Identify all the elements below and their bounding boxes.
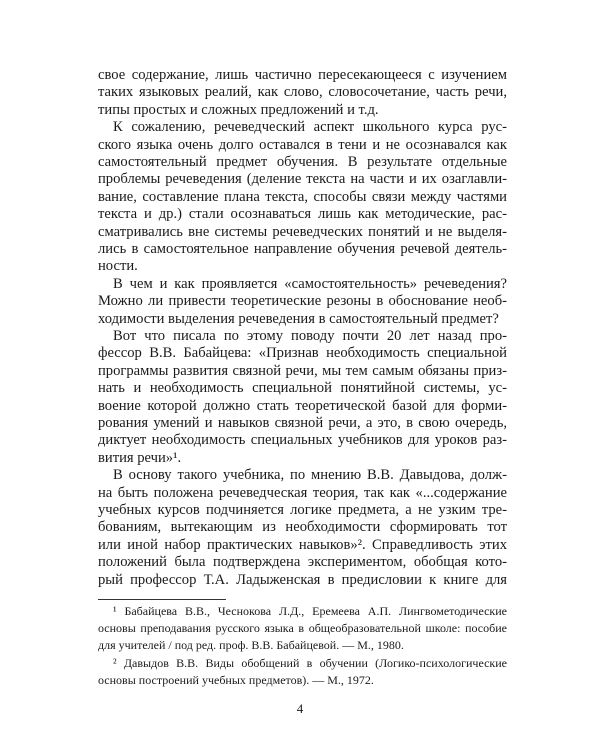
footnote-line: для учителей / под ред. проф. В.В. Бабайцевой. — М., 1980.: [98, 638, 404, 652]
body-line: вание, составление плана текста, способы связи между частями: [98, 188, 507, 205]
body-line: ности.: [98, 258, 138, 275]
body-line: К сожалению, речеведческий аспект школьного курса рус-: [113, 119, 507, 136]
body-line: на быть положена речеведческая теория, так как «...содержание: [98, 484, 507, 501]
body-line: ходимости выделения речеведения в самостоятельный предмет?: [98, 310, 499, 327]
page-number: 4: [296, 701, 304, 716]
body-line: таких языковых реалий, как слово, словосочетание, часть речи,: [98, 84, 507, 101]
body-line: В чем и как проявляется «самостоятельность» речеведения?: [113, 275, 507, 292]
body-line: рования умений и навыков связной речи, а это, в свою очередь,: [98, 415, 507, 431]
body-line: диктует необходимость специальных учебников для уроков раз-: [98, 432, 507, 449]
footnote-rule: [98, 599, 226, 600]
body-line: самостоятельный предмет обучения. В результате отдельные: [98, 154, 507, 170]
body-line: положений была подтверждена экспериментом, обобщая кото-: [98, 554, 507, 571]
footnote-line: ¹ Бабайцева В.В., Чеснокова Л.Д., Еремеева А.П. Лингвометодические: [113, 604, 507, 618]
body-line: свое содержание, лишь частично пересекающееся с изучением: [98, 67, 507, 83]
body-line: воение которой должно стать теоретической базой для форми-: [98, 397, 507, 414]
body-line: вития речи»¹.: [98, 449, 182, 466]
body-line: Можно ли привести теоретические резоны в обоснование необ-: [98, 293, 507, 310]
body-line: программы развития связной речи, мы тем самым обязаны приз-: [98, 362, 507, 379]
body-line: текста и др.) стали осознаваться лишь как методические, рас-: [98, 206, 507, 223]
body-line: бованиям, вытекающим из необходимости сформировать тот: [98, 519, 507, 536]
footnote-line: основы преподавания русского языка в общеобразовательной школе: пособие: [98, 621, 507, 635]
body-line: В основу такого учебника, по мнению В.В. Давыдова, долж-: [113, 467, 507, 484]
body-line: типы простых и сложных предложений и т.д.: [98, 101, 379, 118]
body-line: проблемы речеведения (деление текста на части и их озаглавли-: [98, 171, 507, 188]
body-line: рый профессор Т.А. Ладыженская в предисловии к книге для: [98, 571, 507, 588]
body-line: лись в самостоятельное направление обучения речевой деятель-: [98, 241, 507, 257]
body-line: сматривались вне системы речеведческих понятий и не выделя-: [98, 223, 507, 240]
body-line: ского языка очень долго оставался в тени и не осознавался как: [98, 136, 507, 153]
body-line: Вот что писала по этому поводу почти 20 лет назад про-: [113, 328, 507, 344]
body-line: фессор В.В. Бабайцева: «Признав необходимость специальной: [98, 345, 507, 362]
body-line: учебных курсов подчиняется логике предмета, а не узким тре-: [98, 502, 507, 518]
body-line: нать и необходимость специальной понятийной системы, ус-: [98, 380, 507, 397]
body-line: или иной набор практических навыков»². Справедливость этих: [98, 536, 507, 553]
footnote-line: основы построений учебных предметов). — М., 1972.: [98, 673, 374, 687]
footnote-line: ² Давыдов В.В. Виды обобщений в обучении (Логико-психологические: [113, 656, 507, 670]
